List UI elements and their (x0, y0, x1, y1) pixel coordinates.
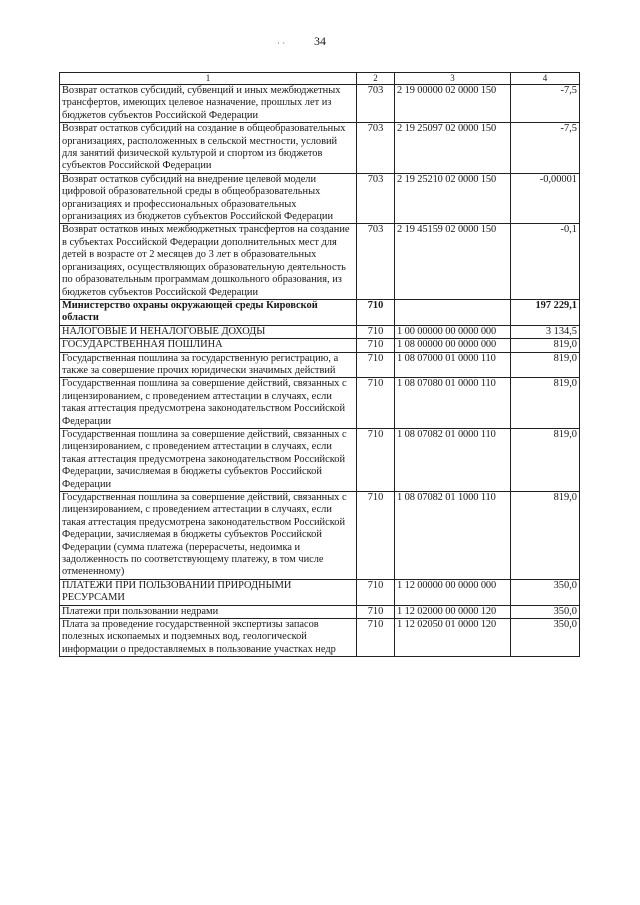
table-row (60, 339, 580, 352)
row-budget-code-cell: 1 12 00000 00 0000 000 (395, 579, 511, 605)
row-ministry-code-cell: 710 (357, 325, 395, 338)
row-budget-code-cell: 2 19 25210 02 0000 150 (395, 173, 511, 224)
row-amount-cell: 819,0 (511, 378, 580, 429)
row-budget-code-cell: 2 19 00000 02 0000 150 (395, 85, 511, 123)
row-name-cell: ГОСУДАРСТВЕННАЯ ПОШЛИНА (60, 339, 357, 352)
table-row (60, 299, 580, 325)
table-header-row (60, 73, 580, 85)
row-budget-code-cell: 1 08 07080 01 0000 110 (395, 378, 511, 429)
row-name-cell: Министерство охраны окружающей среды Кировской области (60, 299, 357, 325)
table-row (60, 378, 580, 429)
table-row (60, 492, 580, 580)
row-amount-cell: 350,0 (511, 619, 580, 657)
row-amount-cell: 350,0 (511, 605, 580, 618)
table-row (60, 352, 580, 378)
row-budget-code-cell: 1 12 02050 01 0000 120 (395, 619, 511, 657)
row-ministry-code-cell: 703 (357, 224, 395, 299)
row-amount-cell: -7,5 (511, 123, 580, 174)
row-name-cell: Возврат остатков субсидий на создание в общеобразовательных организациях, расположенных в сельской местности, условий для занятий физической культурой и спортом из бюджетов субъектов Российской Федерации (60, 123, 357, 174)
row-amount-cell: 819,0 (511, 352, 580, 378)
row-amount-cell: 350,0 (511, 579, 580, 605)
table-row (60, 123, 580, 174)
row-ministry-code-cell: 710 (357, 579, 395, 605)
row-amount-cell: -7,5 (511, 85, 580, 123)
column-header: 4 (511, 73, 580, 85)
page-number: 34 (314, 34, 326, 48)
row-amount-cell: 819,0 (511, 428, 580, 491)
row-name-cell: НАЛОГОВЫЕ И НЕНАЛОГОВЫЕ ДОХОДЫ (60, 325, 357, 338)
table-row (60, 428, 580, 491)
column-header: 3 (395, 73, 511, 85)
table-row (60, 173, 580, 224)
row-ministry-code-cell: 710 (357, 378, 395, 429)
table-row (60, 85, 580, 123)
scan-speck: · · (277, 38, 286, 48)
column-header: 1 (60, 73, 357, 85)
row-ministry-code-cell: 703 (357, 123, 395, 174)
budget-table (59, 72, 580, 657)
table-row (60, 325, 580, 338)
row-name-cell: Государственная пошлина за совершение действий, связанных с лицензированием, с проведением аттестации в случаях, если такая аттестация предусмотрена законодательством Российской Федерации (60, 378, 357, 429)
row-budget-code-cell: 1 08 07082 01 0000 110 (395, 428, 511, 491)
row-budget-code-cell: 1 12 02000 00 0000 120 (395, 605, 511, 618)
row-ministry-code-cell: 710 (357, 352, 395, 378)
row-amount-cell: 3 134,5 (511, 325, 580, 338)
row-name-cell: Возврат остатков субсидий, субвенций и иных межбюджетных трансфертов, имеющих целевое назначение, прошлых лет из бюджетов субъектов Российской Федерации (60, 85, 357, 123)
row-ministry-code-cell: 703 (357, 85, 395, 123)
row-name-cell: Государственная пошлина за совершение действий, связанных с лицензированием, с проведением аттестации в случаях, если такая аттестация предусмотрена законодательством Российской Федерации, зачисляемая в бюджеты субъектов Российской Федерации (60, 428, 357, 491)
row-budget-code-cell: 2 19 25097 02 0000 150 (395, 123, 511, 174)
row-budget-code-cell: 1 08 07082 01 1000 110 (395, 492, 511, 580)
row-budget-code-cell: 1 08 00000 00 0000 000 (395, 339, 511, 352)
row-budget-code-cell: 2 19 45159 02 0000 150 (395, 224, 511, 299)
row-amount-cell: -0,1 (511, 224, 580, 299)
row-ministry-code-cell: 710 (357, 299, 395, 325)
row-name-cell: Возврат остатков субсидий на внедрение целевой модели цифровой образовательной среды в общеобразовательных организациях и профессиональных образовательных организациях из бюджетов субъектов Российской Федерации (60, 173, 357, 224)
row-name-cell: Плата за проведение государственной экспертизы запасов полезных ископаемых и подземных вод, геологической информации о предоставляемых в пользование участках недр (60, 619, 357, 657)
column-header: 2 (357, 73, 395, 85)
row-budget-code-cell: 1 08 07000 01 0000 110 (395, 352, 511, 378)
row-name-cell: Возврат остатков иных межбюджетных трансфертов на создание в субъектах Российской Федерации дополнительных мест для детей в возрасте от 2 месяцев до 3 лет в образовательных организациях, осуществляющих образовательную деятельность по образовательным программам дошкольного образования, из бюджетов субъектов Российской Федерации (60, 224, 357, 299)
row-budget-code-cell: 1 00 00000 00 0000 000 (395, 325, 511, 338)
row-amount-cell: 197 229,1 (511, 299, 580, 325)
row-ministry-code-cell: 710 (357, 428, 395, 491)
row-name-cell: ПЛАТЕЖИ ПРИ ПОЛЬЗОВАНИИ ПРИРОДНЫМИ РЕСУРСАМИ (60, 579, 357, 605)
row-budget-code-cell (395, 299, 511, 325)
row-name-cell: Платежи при пользовании недрами (60, 605, 357, 618)
row-name-cell: Государственная пошлина за совершение действий, связанных с лицензированием, с проведением аттестации в случаях, если такая аттестация предусмотрена законодательством Российской Федерации, зачисляемая в бюджеты субъектов Российской Федерации (сумма платежа (перерасчеты, недоимка и задолженность по соответствующему платежу, в том числе отмененному) (60, 492, 357, 580)
row-ministry-code-cell: 710 (357, 339, 395, 352)
row-amount-cell: 819,0 (511, 492, 580, 580)
row-ministry-code-cell: 710 (357, 492, 395, 580)
row-amount-cell: 819,0 (511, 339, 580, 352)
row-ministry-code-cell: 710 (357, 605, 395, 618)
row-amount-cell: -0,00001 (511, 173, 580, 224)
table-row (60, 579, 580, 605)
table-row (60, 605, 580, 618)
row-name-cell: Государственная пошлина за государственную регистрацию, а также за совершение прочих юридически значимых действий (60, 352, 357, 378)
table-row (60, 619, 580, 657)
row-ministry-code-cell: 710 (357, 619, 395, 657)
row-ministry-code-cell: 703 (357, 173, 395, 224)
table-row (60, 224, 580, 299)
